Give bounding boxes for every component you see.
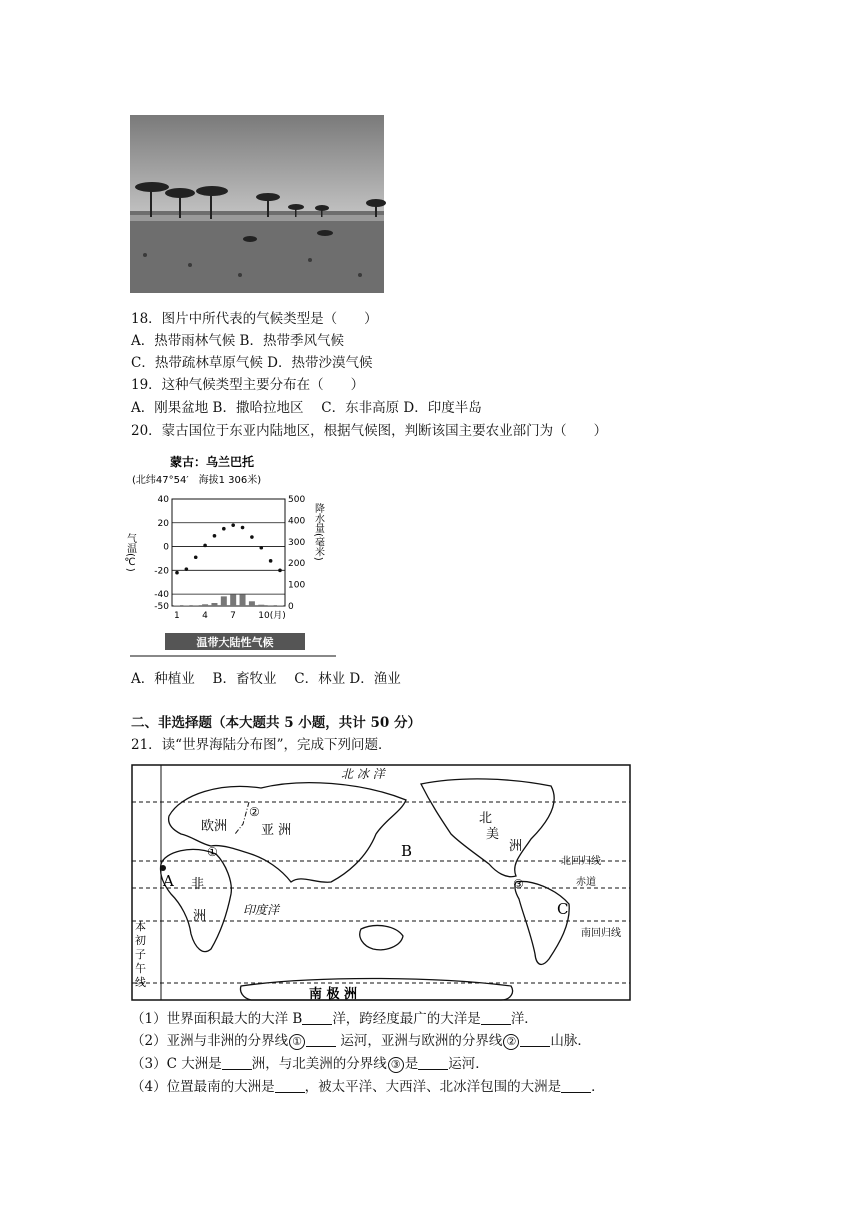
temp-point	[203, 544, 207, 548]
temp-tick-label: -40	[154, 590, 169, 601]
temp-points	[175, 523, 282, 574]
marker-3: ③	[513, 877, 524, 891]
q19-options: A．刚果盆地 B．撒哈拉地区 C．东非高原 D．印度半岛	[131, 400, 482, 416]
label-africa-2: 洲	[193, 909, 207, 924]
temp-point	[175, 571, 179, 575]
label-north-america-2: 美	[486, 827, 500, 842]
precip-bar	[268, 605, 274, 606]
svg-text:午: 午	[135, 962, 146, 975]
temp-tick-label: -50	[154, 602, 169, 612]
temp-tick-labels	[154, 495, 169, 612]
temp-point	[194, 555, 198, 559]
precip-tick-label: 400	[288, 516, 306, 527]
q21-part3: （3）C 大洲是 洲，与北美洲的分界线 ③ 是 运河．	[131, 1056, 489, 1072]
precip-tick-label: 500	[288, 495, 306, 505]
answer-blank[interactable]	[418, 1056, 448, 1070]
savanna-illustration	[130, 115, 384, 293]
temp-point	[269, 559, 273, 563]
precip-bar	[230, 594, 236, 606]
label-arctic-ocean: 北 冰 洋	[341, 767, 385, 781]
label-ocean-b: B	[401, 842, 413, 860]
world-map	[131, 764, 631, 1001]
q18-options-cd: C．热带疏林草原气候 D．热带沙漠气候	[131, 355, 373, 371]
month-tick-label: 4	[202, 611, 208, 621]
world-map-svg	[131, 764, 631, 1001]
precip-bar	[193, 605, 199, 606]
svg-text:本: 本	[135, 920, 146, 933]
temp-point	[259, 546, 263, 550]
precip-bars	[174, 594, 283, 606]
label-a: A	[163, 872, 174, 890]
q21-part2: （2）亚洲与非洲的分界线 ① 运河，亚洲与欧洲的分界线 ② 山脉．	[131, 1033, 591, 1049]
temp-point	[241, 526, 245, 530]
temp-point	[231, 523, 235, 527]
label-tropic-capricorn: 南回归线	[581, 928, 621, 939]
label-europe: 欧洲	[201, 819, 228, 834]
answer-blank[interactable]	[520, 1033, 550, 1047]
plot-frame	[172, 499, 285, 606]
temp-point	[213, 534, 217, 538]
label-equator: 赤道	[576, 877, 596, 888]
chart-title: 蒙古：乌兰巴托	[170, 455, 255, 469]
marker-1: ①	[207, 845, 218, 859]
label-antarctica: 南 极 洲	[309, 987, 358, 1002]
marker-2: ②	[249, 805, 260, 819]
answer-blank[interactable]	[302, 1011, 332, 1025]
climate-type-label: 温带大陆性气候	[196, 636, 274, 649]
precip-bar	[202, 604, 208, 606]
chart-grid	[172, 499, 285, 606]
temp-tick-label: -20	[154, 566, 169, 577]
climate-chart-svg	[124, 453, 336, 658]
label-asia: 亚 洲	[261, 823, 292, 838]
savanna-photo	[130, 115, 384, 293]
precip-bar	[211, 603, 217, 606]
svg-text:初: 初	[135, 934, 146, 947]
q18-options-ab: A．热带雨林气候 B．热带季风气候	[131, 333, 344, 349]
label-north-america-3: 洲	[509, 839, 523, 854]
month-tick-labels	[174, 610, 286, 621]
answer-blank[interactable]	[561, 1079, 591, 1093]
label-c: C	[557, 900, 569, 918]
climate-chart	[124, 453, 336, 658]
temp-tick-label: 20	[157, 518, 169, 529]
section-heading: 二、非选择题（本大题共 5 小题，共计 50 分）	[131, 715, 421, 731]
label-north-america-1: 北	[479, 811, 493, 826]
precip-tick-label: 200	[288, 559, 306, 570]
answer-blank[interactable]	[222, 1056, 252, 1070]
precip-tick-label: 0	[288, 602, 294, 612]
chart-subtitle: (北纬47°54′ 海拔1 306米)	[132, 475, 262, 486]
answer-blank[interactable]	[481, 1011, 511, 1025]
precip-tick-labels	[288, 495, 305, 612]
q21-part4: （4）位置最南的大洲是 ，被太平洋、大西洋、北冰洋包围的大洲是 ．	[131, 1079, 605, 1095]
temp-point	[250, 535, 254, 539]
q18-stem: 18．图片中所代表的气候类型是（ ）	[131, 311, 378, 327]
precip-bar	[249, 601, 255, 606]
precip-bar	[258, 605, 264, 606]
precip-tick-label: 100	[288, 580, 306, 591]
precip-bar	[221, 596, 227, 606]
temp-axis-label: 气温(℃)	[124, 533, 136, 572]
temp-point	[278, 569, 282, 573]
month-tick-label: 10(月)	[258, 611, 286, 621]
temp-tick-label: 40	[157, 495, 169, 505]
temp-point	[222, 527, 226, 531]
month-tick-label: 7	[230, 611, 236, 621]
label-tropic-cancer: 北回归线	[561, 856, 601, 867]
label-indian-ocean: 印度洋	[243, 903, 280, 917]
answer-blank[interactable]	[306, 1033, 336, 1047]
q19-stem: 19．这种气候类型主要分布在（ ）	[131, 377, 365, 393]
temp-tick-label: 0	[163, 542, 169, 553]
answer-blank[interactable]	[275, 1079, 305, 1093]
q20-options: A．种植业 B．畜牧业 C．林业 D．渔业	[131, 671, 401, 687]
month-tick-label: 1	[174, 611, 180, 621]
q21-stem: 21．读“世界海陆分布图”，完成下列问题．	[131, 737, 392, 753]
svg-text:子: 子	[135, 948, 146, 961]
label-africa-1: 非	[191, 877, 205, 892]
q20-stem: 20．蒙古国位于东亚内陆地区，根据气候图，判断该国主要农业部门为（ ）	[131, 423, 608, 439]
q21-part1: （1）世界面积最大的大洋 B 洋，跨经度最广的大洋是 洋．	[131, 1011, 538, 1027]
temp-point	[185, 567, 189, 571]
precip-tick-label: 300	[288, 537, 306, 548]
svg-text:线: 线	[135, 976, 146, 989]
label-prime-meridian	[135, 919, 146, 989]
precip-bar	[240, 594, 246, 606]
precip-axis-label: 降水量(毫米)	[312, 503, 324, 561]
